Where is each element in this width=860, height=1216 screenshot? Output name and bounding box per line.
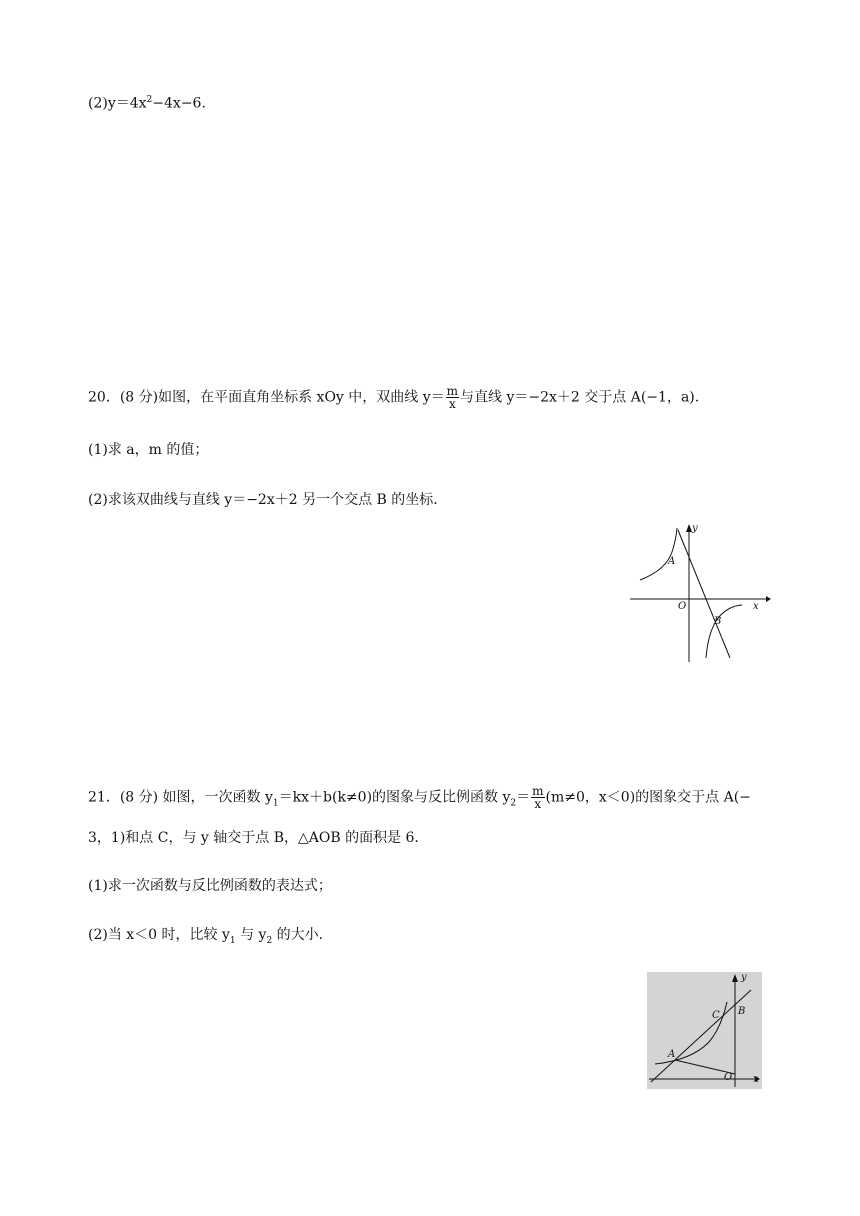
q20-label-A: A: [668, 556, 676, 567]
q21-statement-line1: 21．(8 分) 如图，一次函数 $y_1=kx+b(k\ne 0)$的图象与反比例函数 $y_2=$ $\frac{m}{x}$ (m≠0，x＜0)的图象交于点 A(−: [88, 784, 751, 811]
q21-fraction: $\frac{m}{x}$: [532, 784, 544, 811]
q21-statement-line2: 3，1)和点 C，与 y 轴交于点 B，△AOB 的面积是 6.: [88, 830, 419, 846]
q20-figure: [626, 522, 771, 668]
q21-label-C: C: [712, 1010, 720, 1021]
q20-sub2: (2)求该双曲线与直线 y＝−2x＋2 另一个交点 B 的坐标．: [88, 492, 448, 508]
q21-label-O: O: [724, 1072, 733, 1083]
part-2-text: $(2)y=4x^2-4x-6$.: [88, 95, 206, 112]
q21-sub1: (1)求一次函数与反比例函数的表达式；: [88, 878, 332, 894]
q20-sub1: (1)求 a，m 的值；: [88, 442, 209, 458]
q20-fraction: $\frac{m}{x}$: [446, 384, 459, 411]
q21-figure-background: [647, 972, 762, 1089]
q20-label-x: x: [753, 601, 759, 612]
q20-hyperbola-left: [640, 528, 677, 580]
q21-label-A: A: [668, 1049, 676, 1060]
q21-label-B: B: [738, 1006, 746, 1017]
q21-figure: [647, 972, 762, 1093]
q21-label-x: x: [753, 1074, 759, 1085]
q20-label-y: y: [692, 523, 698, 534]
q20-statement: 20．(8 分)如图，在平面直角坐标系 xOy 中，双曲线 y＝ $\frac{m}{x}$ 与直线 y＝−2x＋2 交于点 A(−1，a).: [88, 384, 700, 411]
q20-label-O: O: [678, 601, 687, 612]
q21-label-y: y: [741, 972, 747, 983]
q20-label-B: B: [714, 616, 722, 627]
q20-line: [678, 530, 730, 658]
q21-sub2: (2)当 x＜0 时，比较 $y_1$ 与 $y_2$ 的大小．: [88, 927, 333, 946]
